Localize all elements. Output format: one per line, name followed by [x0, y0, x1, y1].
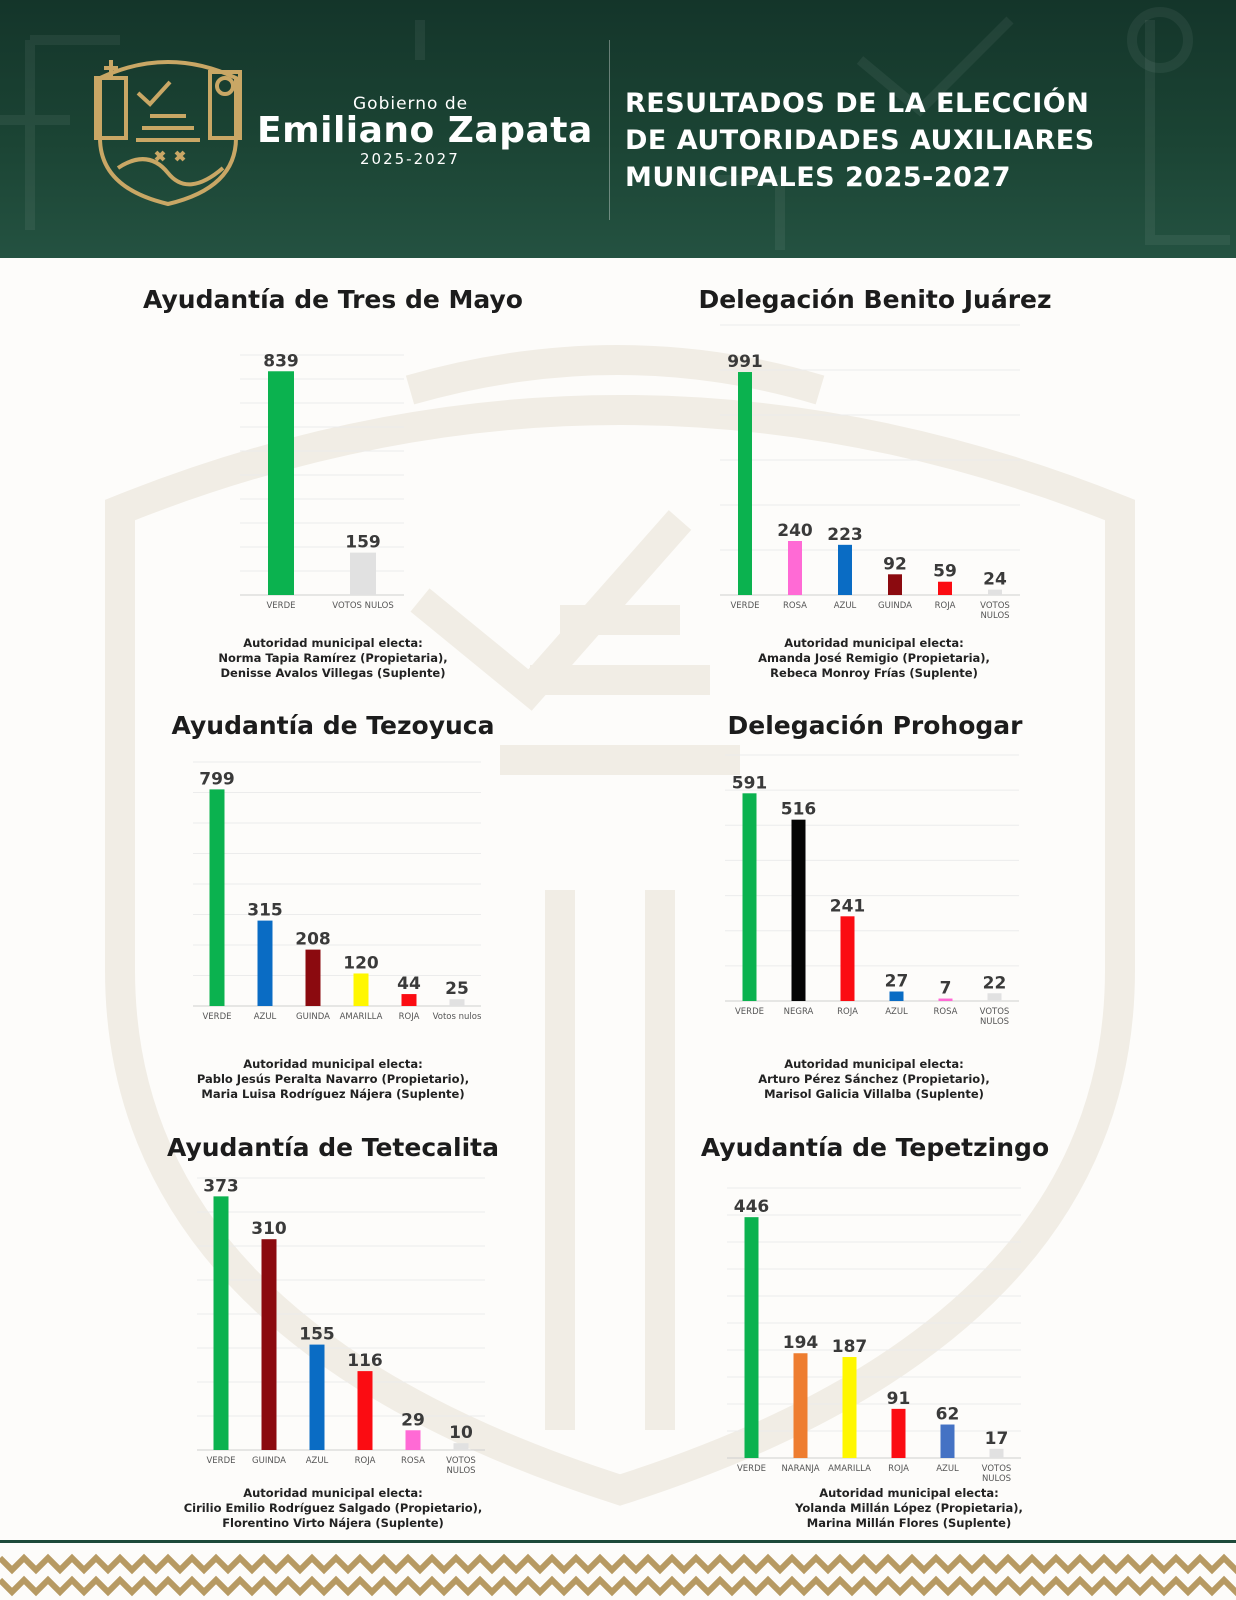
bar-chart-tepetzingo	[727, 1180, 1032, 1490]
category-label: NARANJA	[781, 1464, 820, 1474]
page-title-line-3: MUNICIPALES 2025-2027	[625, 162, 1011, 193]
caption-prohogar	[724, 1057, 1024, 1102]
data-label: 187	[831, 1337, 868, 1358]
bar	[402, 994, 417, 1006]
data-label: 116	[347, 1351, 383, 1372]
page-title	[625, 85, 1095, 196]
bar	[358, 1371, 373, 1450]
bar-chart-tres-de-mayo	[240, 345, 425, 635]
category-label: ROJA	[354, 1456, 376, 1466]
chart-title-tetecalita: Ayudantía de Tetecalita	[166, 1133, 499, 1162]
category-label: VOTOS	[981, 1464, 1012, 1474]
data-label: 208	[295, 929, 331, 950]
data-label: 241	[829, 896, 866, 917]
category-label: VOTOS	[446, 1456, 476, 1466]
caption-suplente: Florentino Virto Nájera (Suplente)	[222, 1516, 444, 1530]
data-label: 24	[983, 569, 1007, 590]
bar	[841, 916, 855, 1001]
bar	[838, 545, 852, 595]
header-banner	[0, 0, 1236, 258]
chart-title-tres-de-mayo: Ayudantía de Tres de Mayo	[143, 285, 523, 314]
caption-propietario: Yolanda Millán López (Propietaria),	[795, 1501, 1023, 1515]
caption-label: Autoridad municipal electa:	[784, 1057, 964, 1071]
municipal-shield-logo	[88, 48, 248, 208]
bar	[939, 999, 953, 1001]
caption-suplente: Maria Luisa Rodríguez Nájera (Suplente)	[201, 1087, 465, 1101]
data-label: 159	[345, 532, 381, 553]
bar-chart-tezoyuca	[193, 750, 488, 1050]
data-label: 310	[251, 1219, 287, 1240]
bar	[214, 1196, 229, 1450]
bar	[743, 793, 757, 1001]
category-label: VOTOS NULOS	[332, 601, 394, 611]
caption-label: Autoridad municipal electa:	[243, 1057, 423, 1071]
category-label: GUINDA	[252, 1456, 286, 1466]
category-label: AZUL	[833, 601, 857, 611]
caption-propietario: Norma Tapia Ramírez (Propietaria),	[218, 651, 448, 665]
bar	[843, 1357, 857, 1458]
category-label: ROJA	[888, 1464, 909, 1474]
bar	[792, 820, 806, 1001]
caption-tetecalita	[183, 1486, 483, 1531]
bar	[938, 582, 952, 595]
data-label: 240	[777, 521, 813, 541]
header-divider	[609, 40, 610, 220]
footer-line	[0, 1540, 1236, 1543]
bar	[268, 371, 294, 595]
bar	[354, 973, 369, 1006]
data-label: 194	[782, 1333, 819, 1354]
data-label: 27	[884, 971, 909, 992]
bar	[350, 553, 376, 595]
data-label: 29	[401, 1410, 425, 1431]
category-label: AZUL	[253, 1012, 277, 1022]
category-label: ROJA	[398, 1012, 420, 1022]
category-label: VOTOS	[980, 601, 1010, 611]
bar	[450, 999, 465, 1006]
bar-chart-tetecalita	[197, 1168, 497, 1478]
category-label: NULOS	[981, 1474, 1012, 1484]
bar	[738, 372, 752, 595]
bar	[794, 1353, 808, 1458]
data-label: 799	[199, 769, 235, 790]
category-label: VERDE	[206, 1456, 236, 1466]
bar	[941, 1425, 955, 1458]
bar	[258, 921, 273, 1006]
category-label: AMARILLA	[339, 1012, 383, 1022]
data-label: 315	[247, 900, 283, 921]
government-label: Gobierno de	[353, 94, 469, 114]
category-label: GUINDA	[296, 1012, 330, 1022]
bar	[454, 1443, 469, 1450]
caption-benito-juarez	[724, 636, 1024, 681]
bar-chart-prohogar	[725, 745, 1030, 1045]
caption-label: Autoridad municipal electa:	[243, 1486, 423, 1500]
data-label: 591	[731, 773, 768, 794]
caption-label: Autoridad municipal electa:	[243, 636, 423, 650]
caption-label: Autoridad municipal electa:	[819, 1486, 999, 1500]
caption-propietario: Arturo Pérez Sánchez (Propietario),	[758, 1072, 990, 1086]
data-label: 44	[397, 974, 421, 995]
category-label: AMARILLA	[828, 1464, 871, 1474]
category-label: VERDE	[736, 1464, 767, 1474]
bar	[788, 541, 802, 595]
category-label: NULOS	[980, 611, 1010, 621]
caption-propietario: Cirilio Emilio Rodríguez Salgado (Propietario),	[183, 1501, 483, 1515]
category-label: NULOS	[979, 1017, 1010, 1027]
municipality-name: Emiliano Zapata	[257, 110, 593, 151]
data-label: 91	[886, 1388, 911, 1409]
category-label: VERDE	[734, 1007, 765, 1017]
category-label: VOTOS	[979, 1007, 1010, 1017]
data-label: 120	[343, 953, 379, 974]
footer-zigzag-band	[0, 1550, 1236, 1600]
data-label: 17	[984, 1428, 1009, 1449]
caption-propietario: Pablo Jesús Peralta Navarro (Propietario),	[196, 1072, 470, 1086]
category-label: AZUL	[885, 1007, 908, 1017]
category-label: GUINDA	[878, 601, 912, 611]
caption-tezoyuca	[183, 1057, 483, 1102]
data-label: 373	[203, 1176, 239, 1197]
category-label: ROSA	[933, 1007, 958, 1017]
category-label: ROSA	[783, 601, 807, 611]
caption-label: Autoridad municipal electa:	[784, 636, 964, 650]
category-label: VERDE	[730, 601, 760, 611]
bar-chart-benito-juarez	[720, 325, 1025, 635]
bar	[890, 992, 904, 1001]
data-label: 62	[935, 1404, 960, 1425]
category-label: ROJA	[934, 601, 956, 611]
data-label: 92	[883, 554, 907, 575]
bar	[406, 1430, 421, 1450]
category-label: NEGRA	[783, 1007, 814, 1017]
bar	[745, 1217, 759, 1458]
category-label: AZUL	[305, 1456, 329, 1466]
bar	[210, 789, 225, 1006]
category-label: VERDE	[266, 601, 296, 611]
data-label: 25	[445, 979, 469, 1000]
bar	[892, 1409, 906, 1458]
bar	[888, 574, 902, 595]
category-label: ROJA	[837, 1007, 858, 1017]
page-title-line-2: DE AUTORIDADES AUXILIARES	[625, 125, 1095, 156]
caption-suplente: Denisse Avalos Villegas (Suplente)	[220, 666, 446, 680]
bar	[306, 950, 321, 1006]
caption-suplente: Marina Millán Flores (Suplente)	[806, 1516, 1012, 1530]
government-period: 2025-2027	[360, 150, 460, 168]
chart-title-tepetzingo: Ayudantía de Tepetzingo	[700, 1133, 1050, 1162]
bar	[988, 993, 1002, 1001]
caption-tres-de-mayo	[183, 636, 483, 681]
data-label: 10	[449, 1423, 473, 1444]
bar	[310, 1345, 325, 1450]
data-label: 7	[939, 978, 952, 999]
category-label: NULOS	[446, 1466, 476, 1476]
bar	[262, 1239, 277, 1450]
caption-propietario: Amanda José Remigio (Propietaria),	[758, 651, 990, 665]
data-label: 839	[263, 351, 299, 372]
data-label: 223	[827, 524, 863, 545]
caption-suplente: Rebeca Monroy Frías (Suplente)	[770, 666, 978, 680]
data-label: 59	[933, 561, 957, 582]
bar	[988, 590, 1002, 595]
data-label: 991	[727, 352, 763, 373]
bar	[990, 1449, 1004, 1458]
category-label: ROSA	[401, 1456, 425, 1466]
data-label: 155	[299, 1324, 335, 1345]
data-label: 446	[733, 1197, 770, 1218]
category-label: VERDE	[202, 1012, 232, 1022]
data-label: 516	[780, 799, 817, 820]
page-title-line-1: RESULTADOS DE LA ELECCIÓN	[625, 88, 1090, 119]
chart-title-prohogar: Delegación Prohogar	[727, 711, 1023, 740]
category-label: AZUL	[936, 1464, 959, 1474]
chart-title-tezoyuca: Ayudantía de Tezoyuca	[171, 711, 495, 740]
category-label: Votos nulos	[432, 1012, 482, 1022]
chart-title-benito-juarez: Delegación Benito Juárez	[698, 285, 1052, 314]
caption-suplente: Marisol Galicia Villalba (Suplente)	[764, 1087, 984, 1101]
caption-tepetzingo	[759, 1486, 1059, 1531]
data-label: 22	[982, 973, 1007, 994]
